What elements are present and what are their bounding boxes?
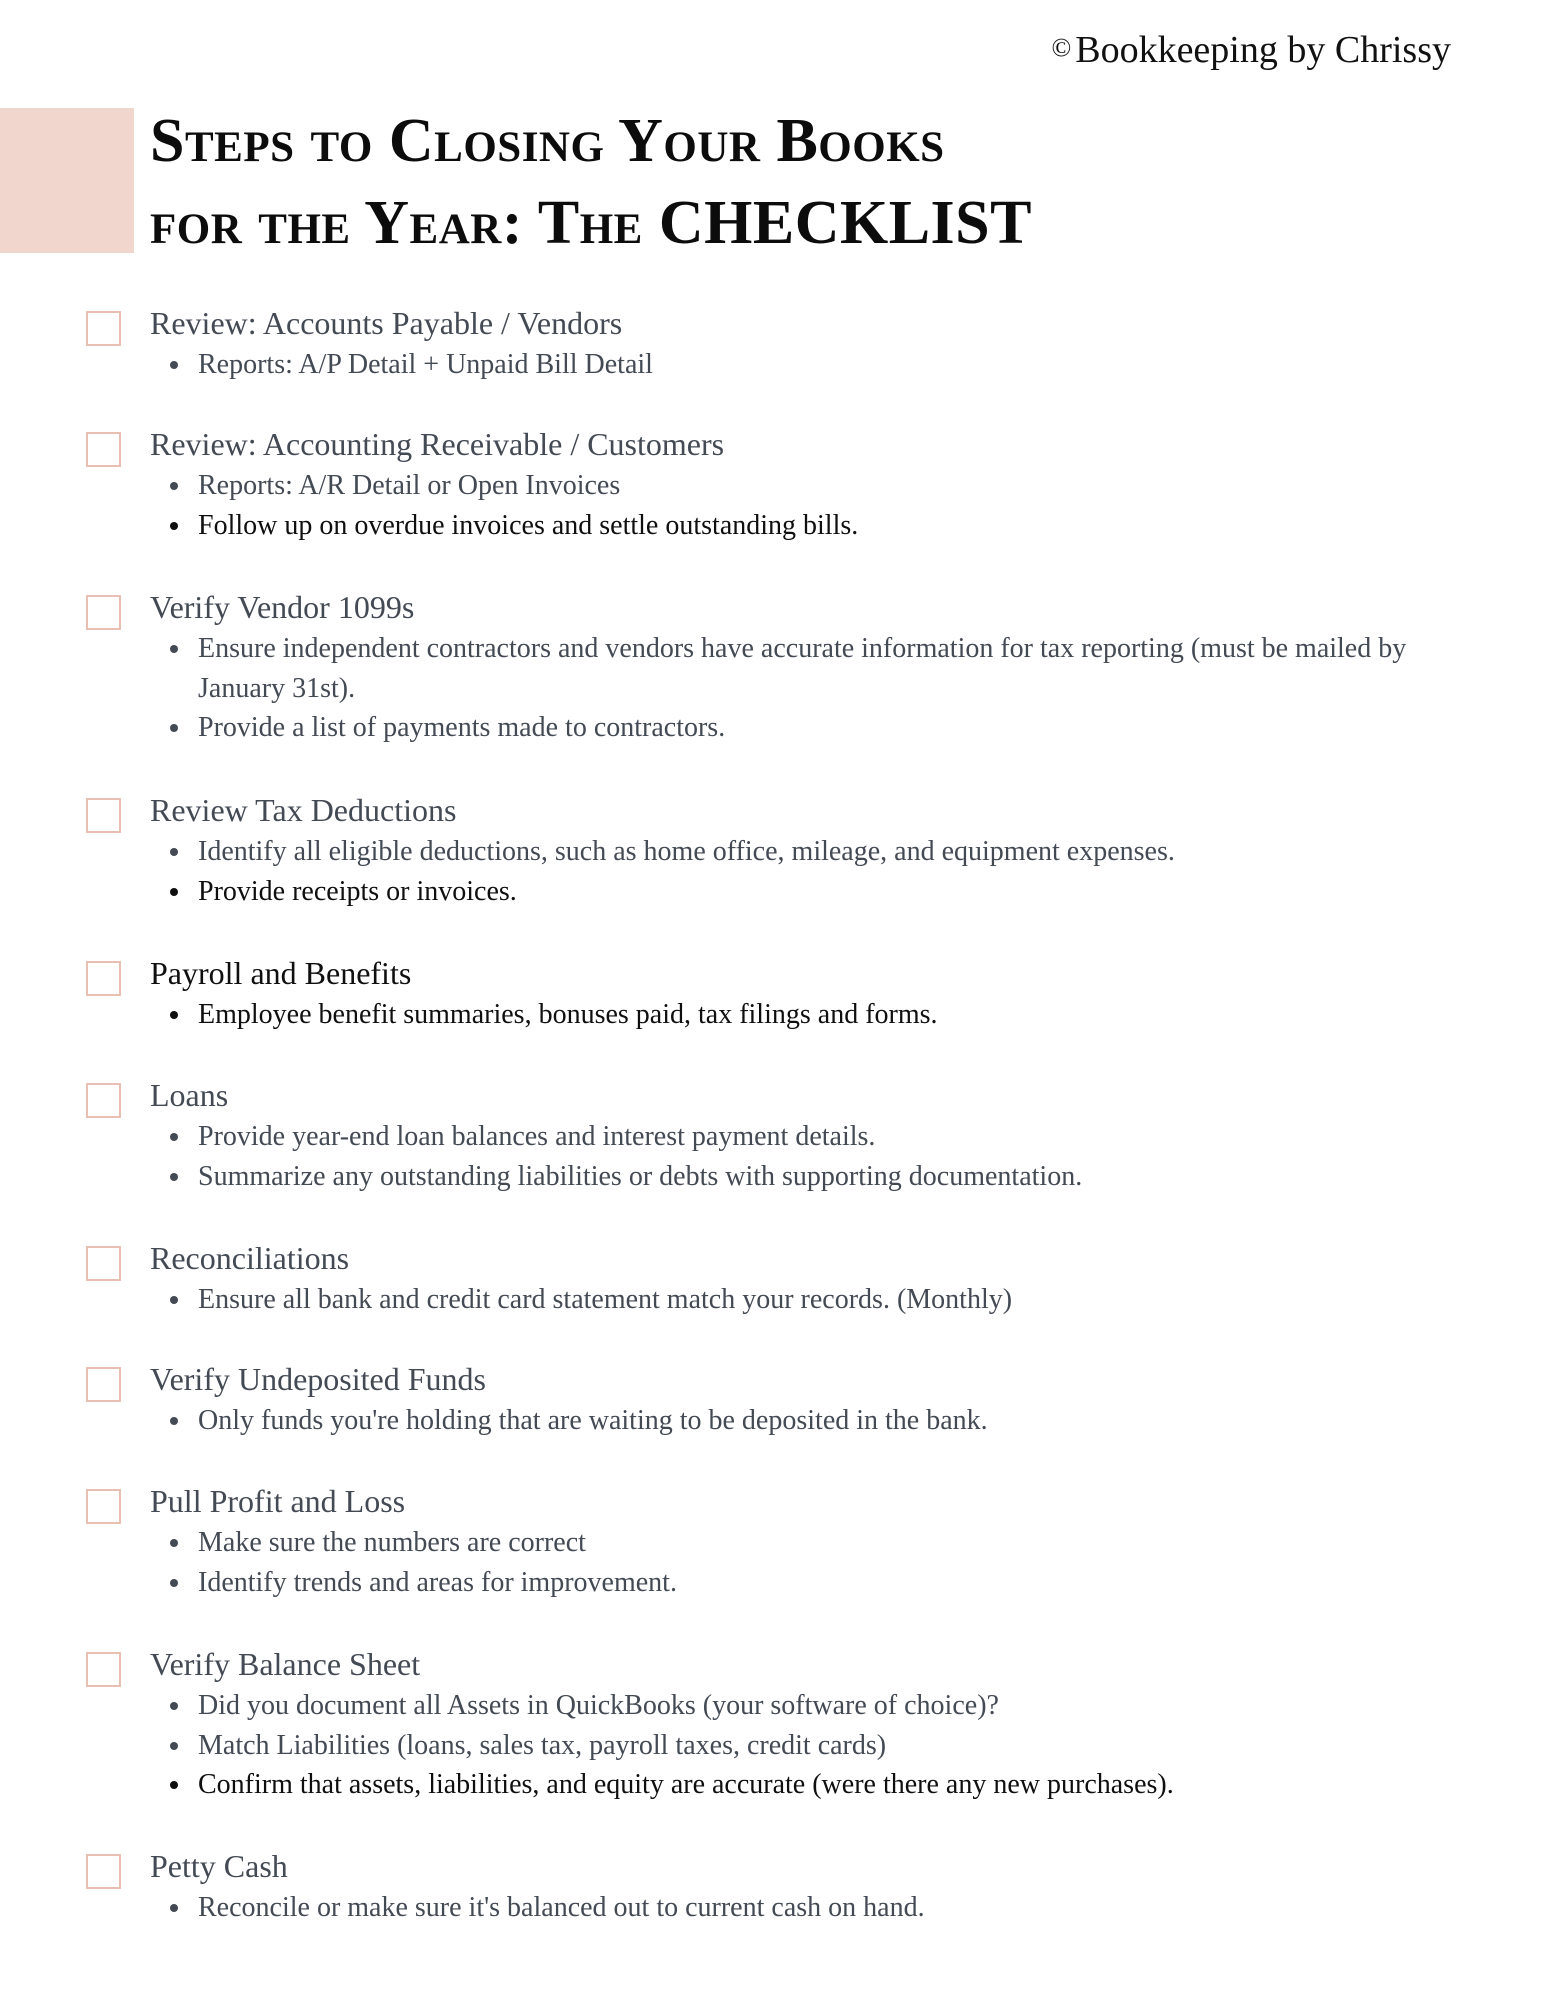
checkbox[interactable] xyxy=(86,798,121,833)
item-title: Payroll and Benefits xyxy=(150,955,412,991)
bullet-list xyxy=(150,1280,1420,1320)
bullet-item: Reports: A/R Detail or Open Invoices xyxy=(150,466,1420,506)
item-title: Loans xyxy=(150,1077,229,1113)
bullet-item: Reconcile or make sure it's balanced out to current cash on hand. xyxy=(150,1888,1420,1928)
bullet-item: Identify all eligible deductions, such as home office, mileage, and equipment expenses. xyxy=(150,832,1420,872)
bullet-item: Confirm that assets, liabilities, and equity are accurate (were there any new purchases). xyxy=(150,1765,1420,1805)
checkbox[interactable] xyxy=(86,1246,121,1281)
copyright-text: Bookkeeping by Chrissy xyxy=(1075,29,1451,71)
page-title xyxy=(150,100,1032,264)
checkbox[interactable] xyxy=(86,432,121,467)
item-title: Petty Cash xyxy=(150,1848,288,1884)
bullet-item: Provide a list of payments made to contractors. xyxy=(150,708,1420,748)
bullet-item: Summarize any outstanding liabilities or debts with supporting documentation. xyxy=(150,1157,1420,1197)
item-title: Review: Accounts Payable / Vendors xyxy=(150,305,623,341)
page-title-line-2: for the Year: The CHECKLIST xyxy=(150,189,1033,257)
bullet-item: Ensure all bank and credit card statement match your records. (Monthly) xyxy=(150,1280,1420,1320)
checkbox[interactable] xyxy=(86,311,121,346)
checkbox[interactable] xyxy=(86,1489,121,1524)
checkbox[interactable] xyxy=(86,1652,121,1687)
bullet-list xyxy=(150,629,1420,748)
bullet-item: Reports: A/P Detail + Unpaid Bill Detail xyxy=(150,345,1420,385)
copyright-notice xyxy=(1051,28,1451,72)
bullet-list xyxy=(150,1401,1420,1441)
bullet-item: Ensure independent contractors and vendors have accurate information for tax reporting (must be mailed by January 31st). xyxy=(150,629,1420,708)
bullet-item: Provide receipts or invoices. xyxy=(150,872,1420,912)
item-title: Review Tax Deductions xyxy=(150,792,457,828)
bullet-item: Only funds you're holding that are waiting to be deposited in the bank. xyxy=(150,1401,1420,1441)
bullet-list xyxy=(150,832,1420,911)
checkbox[interactable] xyxy=(86,1083,121,1118)
checkbox[interactable] xyxy=(86,1854,121,1889)
item-title: Reconciliations xyxy=(150,1240,350,1276)
bullet-item: Did you document all Assets in QuickBooks (your software of choice)? xyxy=(150,1686,1420,1726)
bullet-list xyxy=(150,1888,1420,1928)
bullet-item: Match Liabilities (loans, sales tax, payroll taxes, credit cards) xyxy=(150,1726,1420,1766)
item-title: Review: Accounting Receivable / Customers xyxy=(150,426,725,462)
bullet-list xyxy=(150,1117,1420,1196)
checkbox[interactable] xyxy=(86,1367,121,1402)
bullet-list xyxy=(150,466,1420,545)
item-title: Verify Vendor 1099s xyxy=(150,589,415,625)
checkbox[interactable] xyxy=(86,961,121,996)
bullet-list xyxy=(150,995,1420,1035)
copyright-symbol: © xyxy=(1051,33,1072,62)
bullet-item: Identify trends and areas for improvement. xyxy=(150,1563,1420,1603)
accent-block xyxy=(0,108,134,253)
bullet-list xyxy=(150,1686,1420,1805)
item-title: Pull Profit and Loss xyxy=(150,1483,406,1519)
bullet-item: Follow up on overdue invoices and settle outstanding bills. xyxy=(150,506,1420,546)
item-title: Verify Undeposited Funds xyxy=(150,1361,486,1397)
bullet-list xyxy=(150,1523,1420,1602)
bullet-item: Employee benefit summaries, bonuses paid, tax filings and forms. xyxy=(150,995,1420,1035)
bullet-item: Provide year-end loan balances and interest payment details. xyxy=(150,1117,1420,1157)
bullet-list xyxy=(150,345,1420,385)
item-title: Verify Balance Sheet xyxy=(150,1646,421,1682)
checkbox[interactable] xyxy=(86,595,121,630)
bullet-item: Make sure the numbers are correct xyxy=(150,1523,1420,1563)
page-title-line-1: Steps to Closing Your Books xyxy=(150,107,945,175)
